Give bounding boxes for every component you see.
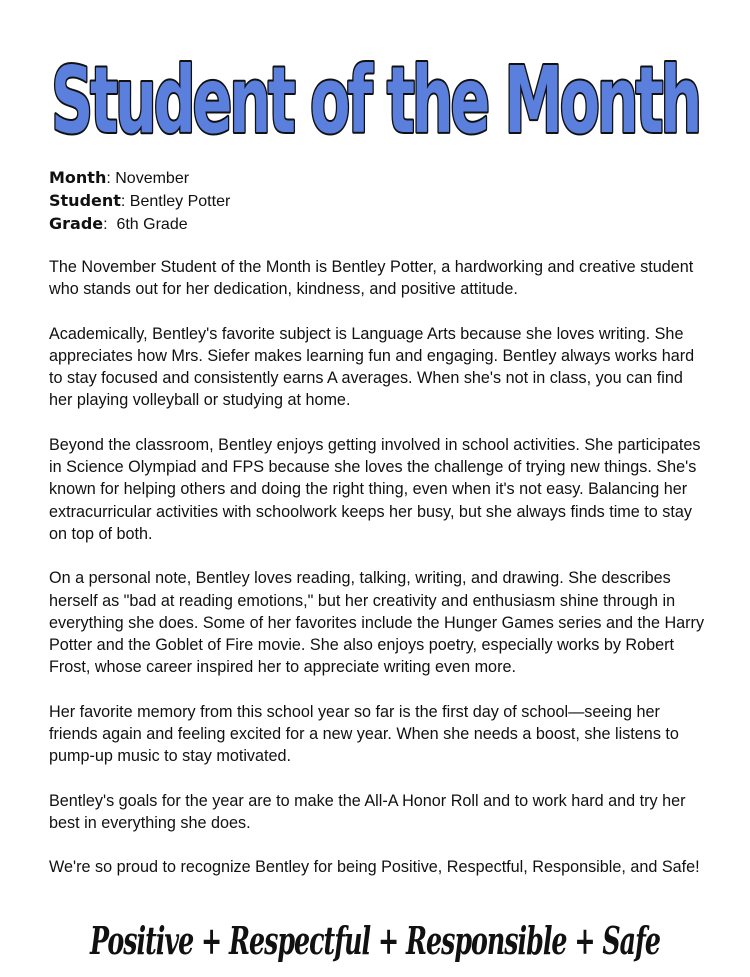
paragraph-closing: We're so proud to recognize Bentley for being Positive, Respectful, Responsible, and Safe! (49, 858, 700, 877)
grade-value: : 6th Grade (103, 216, 188, 233)
student-value: : Bentley Potter (120, 193, 231, 210)
paragraph-academics: Academically, Bentley's favorite subject is Language Arts because she loves writing. She appreciates how Mrs. Siefer makes learning fun and engaging. Bentley always works hard to stay focused and consistently earns A averages. When she's not in class, you can find her playing volleyball or studying at home. (49, 324, 695, 410)
grade-label: Grade (49, 214, 104, 233)
student-label: Student (49, 191, 121, 210)
student-info (49, 167, 709, 236)
footer-motto-svg (0, 910, 750, 970)
student-row (49, 190, 709, 213)
paragraph-personal: On a personal note, Bentley loves reading, talking, writing, and drawing. She describes herself as "bad at reading emotions," but her creativity and enthusiasm shine through in everything she does. Some of her favorites include the Hunger Games series and the Harry Potter and the Goblet of Fire movie. She also enjoys poetry, especially works by Robert Frost, whose career inspired her to appreciate writing even more. (49, 569, 705, 677)
paragraph-activities: Beyond the classroom, Bentley enjoys getting involved in school activities. She participates in Science Olympiad and FPS because she loves the challenge of trying new things. She's known for helping others and doing the right thing, even when it's not easy. Balancing her extracurricular activities with schoolwork keeps her busy, but she always finds time to stay on top of both. (49, 435, 701, 543)
article-body (49, 256, 709, 901)
footer-motto-banner (0, 910, 750, 970)
paragraph-intro: The November Student of the Month is Bentley Potter, a hardworking and creative student who stands out for her dedication, kindness, and positive attitude. (49, 258, 694, 299)
title-banner (0, 0, 750, 160)
grade-row (49, 213, 709, 236)
month-value: : November (106, 170, 190, 187)
page-title: Student of the Month (51, 47, 699, 154)
month-row (49, 167, 709, 190)
paragraph-memory: Her favorite memory from this school year so far is the first day of school—seeing her friends again and feeling excited for a new year. When she needs a boost, she listens to pump-up music to stay motivated. (49, 702, 679, 766)
month-label: Month (49, 168, 107, 187)
paragraph-goals: Bentley's goals for the year are to make the All-A Honor Roll and to work hard and try her best in everything she does. (49, 791, 686, 832)
footer-motto: Positive + Respectful + Responsible + Safe (89, 918, 661, 963)
